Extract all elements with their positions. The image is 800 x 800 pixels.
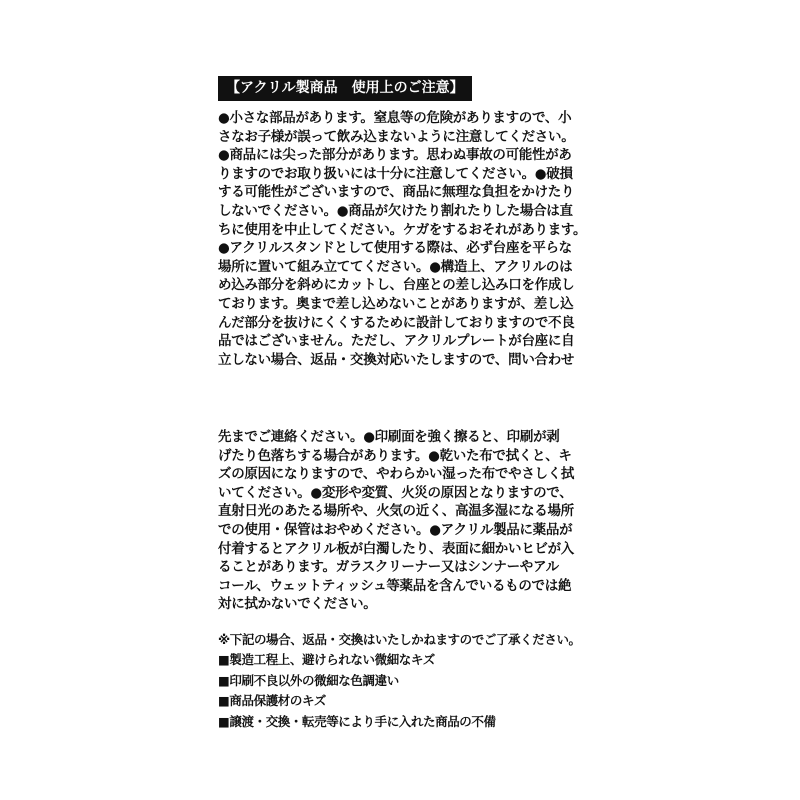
text-line: での使用・保管はおやめください。●アクリル製品に薬品が [218, 521, 573, 538]
list-item: ■譲渡・交換・転売等により手に入れた商品の不備 [218, 713, 496, 729]
text-line: ズの原因になりますので、やわらかい湿った布でやさしく拭 [218, 466, 575, 483]
text-line: いてください。●変形や変質、火災の原因となりますので、 [218, 484, 573, 501]
text-line: 立しない場合、返品・交換対応いたしますので、問い合わせ [218, 351, 575, 368]
text-line: りますのでお取り扱いには十分に注意してください。●破損 [218, 165, 573, 182]
text-line: 直射日光のあたる場所や、火気の近く、高温多湿になる場所 [218, 503, 574, 520]
text-line: んだ部分を抜けにくくするために設計しておりますので不良 [218, 314, 575, 331]
text-line: 先までご連絡ください。●印刷面を強く擦ると、印刷が剥 [218, 429, 560, 445]
text-line: 場所に置いて組み立ててください。●構造上、アクリルのは [218, 258, 573, 275]
text-line: ることがあります。ガラスクリーナー又はシンナーやアル [218, 559, 559, 576]
text-line: ●小さな部品があります。窒息等の危険がありますので、小 [218, 110, 572, 126]
text-line: げたり色落ちする場合があります。●乾いた布で拭くと、キ [218, 447, 572, 464]
list-item: ■製造工程上、避けられない微細なキズ [218, 652, 435, 667]
text-line: ●アクリルスタンドとして使用する際は、必ず台座を平らな [218, 240, 572, 257]
text-line: ちに使用を中止してください。ケガをするおそれがあります。 [218, 221, 587, 238]
caution-paragraph-1 [218, 109, 586, 369]
text-line: しないでください。●商品が欠けたり割れたりした場合は直 [218, 202, 573, 219]
text-line: 付着するとアクリル板が白濁したり、表面に細かいヒビが入 [218, 540, 574, 557]
text-line: さなお子様が誤って飲み込まないように注意してください。 [218, 128, 575, 145]
text-line: コール、ウェットティッシュ等薬品を含んでいるものでは絶 [218, 577, 572, 594]
list-item: ■商品保護材のキズ [218, 693, 326, 708]
text-line: ●商品には尖った部分があります。思わぬ事故の可能性があ [218, 147, 572, 164]
text-line: 品ではございません。ただし、アクリルプレートが台座に自 [218, 333, 575, 350]
text-line: する可能性がございますので、商品に無理な負担をかけたり [218, 184, 575, 201]
list-item: ■印刷不良以外の微細な色調違い [218, 672, 399, 688]
caution-paragraph-2 [218, 428, 586, 614]
text-line: ております。奥まで差し込めないことがありますが、差し込 [218, 295, 574, 312]
return-notes-intro: ※下記の場合、返品・交換はいたしかねますのでご了承ください。 [218, 632, 581, 647]
notice-title: 【アクリル製商品 使用上のご注意】 [218, 76, 472, 101]
return-notes-list [218, 650, 588, 732]
text-line: 対に拭かないでください。 [218, 596, 377, 613]
text-line: め込み部分を斜めにカットし、台座との差し込み口を作成し [218, 277, 575, 294]
return-notes [218, 630, 588, 732]
